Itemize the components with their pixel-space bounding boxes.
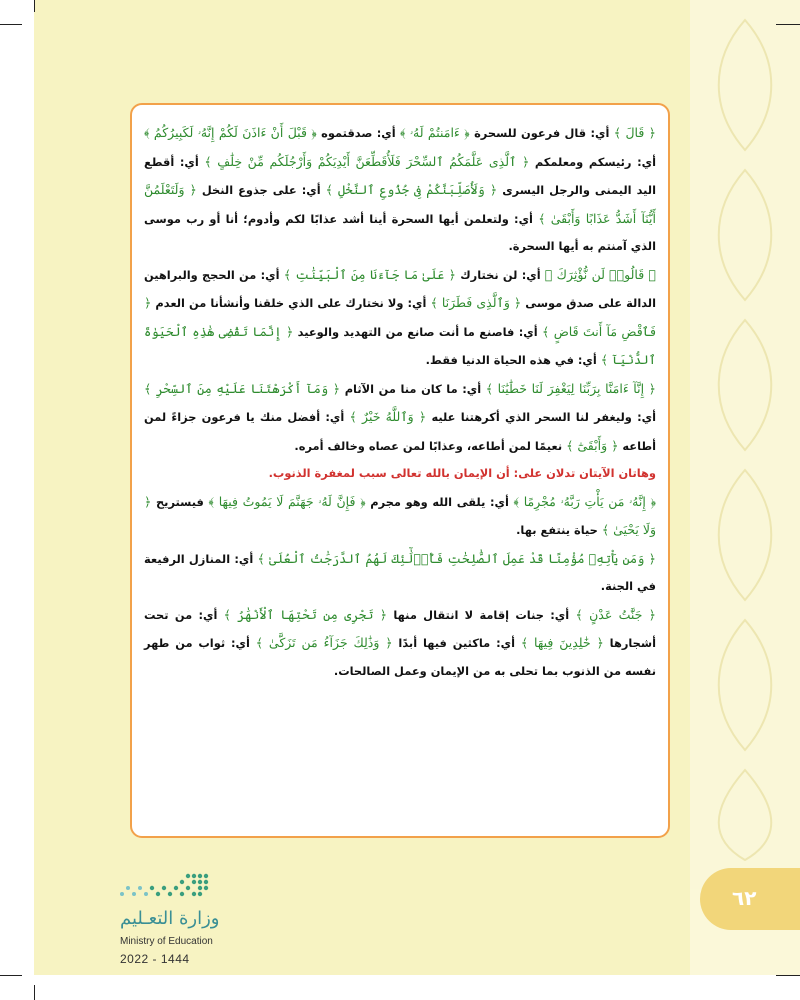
quran-verse: ﴿ قَبْلَ أَنْ ءَاذَنَ لَكُمْ إِنَّهُۥ لَكَبِيرُكُمُ ﴾ — [144, 125, 317, 140]
quran-verse: ﴿ جَنَّٰتُ عَدْنٍ ﴾ — [575, 606, 657, 622]
quran-verse: ﴿ وَلَتَعْلَمُنَّ أَيُّنَآ أَشَدُّ عَذَابًا وَأَبْقَىٰ ﴾ — [144, 182, 656, 226]
crop-mark — [0, 24, 22, 25]
explanation-text: أي: في هذه الحياة الدنيا فقط. — [425, 353, 601, 367]
ministry-name-ar: وزارة التعـليم — [120, 908, 220, 929]
paragraph — [144, 375, 656, 461]
quran-verse: ﴿ ٱلَّذِى عَلَّمَكُمُ ٱلسِّحْرَ فَلَأُقَطِّعَنَّ أَيْدِيَكُمْ وَأَرْجُلَكُم مِّنْ خِلَٰفٍ ﴾ — [204, 153, 530, 169]
quran-verse: ﴿ تَجْرِى مِن تَحْتِهَا ٱلْأَنْهَٰرُ ﴾ — [223, 606, 388, 622]
ministry-logo — [60, 870, 220, 970]
explanation-text: حياة ينتفع بها. — [516, 523, 602, 537]
paragraph — [144, 545, 656, 601]
quran-verse: ﴿ ءَامَنتُمْ لَهُۥ ﴾ — [400, 125, 470, 140]
quran-verse: ﴿ قَالَ ﴾ — [613, 125, 656, 140]
quran-verse: ﴿ إِنَّمَا تَقْضِى هَٰذِهِ ٱلْحَيَوٰةَ ٱلدُّنْيَآ ﴾ — [144, 323, 656, 367]
page-number-tab — [700, 868, 800, 930]
decorative-pattern — [690, 0, 800, 975]
quran-verse: ﴿ وَٱلَّذِى فَطَرَنَا ﴾ — [430, 295, 522, 310]
paragraph — [144, 488, 656, 545]
explanation-text: أي: ما كان منا من الآثام — [340, 381, 486, 396]
paragraph — [144, 601, 656, 686]
explanation-text: أي: وليغفر لنا السحر الذي أكرهتنا عليه — [426, 410, 656, 424]
quran-verse: ﴿ وَمَن يَأْتِهِۦ مُؤْمِنًا قَدْ عَمِلَ ٱلصَّٰلِحَٰتِ فَأُو۟لَٰٓئِكَ لَهُمُ ٱلدَّرَجَٰتُ ٱلْعُلَىٰ ﴾ — [257, 550, 656, 566]
content-card — [130, 103, 670, 838]
quran-verse: ﴿ وَٱللَّهُ خَيْرٌ ﴾ — [349, 409, 427, 424]
quran-verse: ﴿ وَلَا يَحْيَىٰ ﴾ — [144, 493, 656, 537]
explanation-text: أي: صدقتموه — [316, 126, 400, 140]
explanation-text: أي: ولتعلمن أيها السحرة أينا أشد عذابًا لكم وأدوم؛ أنا أو رب موسى الذي آمنتم به أيها السحرة. — [144, 211, 656, 253]
crop-mark — [34, 985, 35, 1000]
note-text: وهاتان الآيتان تدلان على: أن الإيمان بالله تعالى سبب لمغفرة الذنوب. — [268, 466, 656, 480]
quran-verse: ﴿ إِنَّهُۥ مَن يَأْتِ رَبَّهُۥ مُجْرِمًا ﴾ — [513, 493, 656, 509]
quran-verse: ﴿ وَمَآ أَكْرَهْتَنَا عَلَيْهِ مِنَ ٱلسِّحْرِ ﴾ — [144, 380, 341, 396]
explanation-text: نعيمًا لمن أطاعه، وعذابًا لمن عصاه وخالف أمره. — [294, 438, 567, 453]
crop-mark — [776, 24, 800, 25]
crop-mark — [0, 975, 22, 976]
paragraph — [144, 460, 656, 488]
paragraph — [144, 119, 656, 261]
explanation-text: أي: المنازل الرفيعة في الجنة. — [144, 551, 656, 593]
explanation-text: فيستريح — [151, 494, 209, 509]
explanation-text: أي: ثواب من طهر نفسه من الذنوب بما تحلى به من الإيمان وعمل الصالحات. — [144, 636, 656, 678]
explanation-text: أي: أقطع اليد اليمنى والرجل اليسرى — [144, 154, 656, 197]
paragraph — [144, 261, 656, 375]
explanation-text: أي: رئيسكم ومعلمكم — [529, 154, 656, 169]
ministry-emblem-icon — [106, 870, 226, 904]
quran-verse: ﴿ وَلَأُصَلِّبَنَّكُمْ فِى جُذُوعِ ٱلنَّخْلِ ﴾ — [325, 182, 498, 197]
crop-mark — [776, 975, 800, 976]
explanation-text: أي: يلقى الله وهو مجرم — [365, 494, 514, 509]
explanation-text: أي: ماكثين فيها أبدًا — [392, 636, 521, 650]
explanation-text: أي: جنات إقامة لا انتقال منها — [387, 607, 576, 622]
quran-verse: ﴿ وَأَبْقَىٰٓ ﴾ — [566, 437, 619, 453]
ministry-name-en: Ministry of Education — [120, 936, 213, 947]
crop-mark — [34, 0, 35, 12]
page-number: ٦٢ — [732, 886, 757, 910]
quran-verse: ﴿ قَالُوا۟ لَن نُّؤْثِرَكَ ﴾ — [544, 266, 657, 282]
explanation-text: أي: أفضل منك يا فرعون جزاءً لمن أطاعه — [144, 410, 656, 453]
quran-verse: ﴿ فَٱقْضِ مَآ أَنتَ قَاضٍ ﴾ — [144, 295, 656, 339]
quran-verse: ﴿ خَٰلِدِينَ فِيهَا ﴾ — [520, 635, 604, 650]
explanation-text: أي: قال فرعون للسحرة — [469, 126, 614, 140]
explanation-text: أي: فاصنع ما أنت صانع من التهديد والوعيد — [293, 324, 542, 339]
explanation-text: أي: على جذوع النخل — [196, 183, 326, 197]
explanation-text: أي: من الحجج والبراهين الدالة على صدق موسى — [144, 267, 656, 310]
edition-year: 2022 - 1444 — [120, 952, 190, 966]
quran-verse: ﴿ عَلَىٰ مَا جَآءَنَا مِنَ ٱلْبَيِّنَٰتِ ﴾ — [283, 266, 456, 282]
quran-verse: ﴿ فَإِنَّ لَهُۥ جَهَنَّمَ لَا يَمُوتُ فِيهَا ﴾ — [208, 493, 366, 509]
tafsir-text — [144, 119, 656, 685]
quran-verse: ﴿ إِنَّآ ءَامَنَّا بِرَبِّنَا لِيَغْفِرَ لَنَا خَطَٰيَٰنَا ﴾ — [485, 380, 657, 396]
explanation-text: أي: لن نختارك — [455, 267, 545, 282]
explanation-text: أي: من تحت أشجارها — [144, 607, 656, 650]
explanation-text: أي: ولا نختارك على الذي خلقنا وأنشأنا من العدم — [151, 296, 431, 310]
quran-verse: ﴿ وَذَٰلِكَ جَزَآءُ مَن تَزَكَّىٰ ﴾ — [255, 635, 393, 650]
